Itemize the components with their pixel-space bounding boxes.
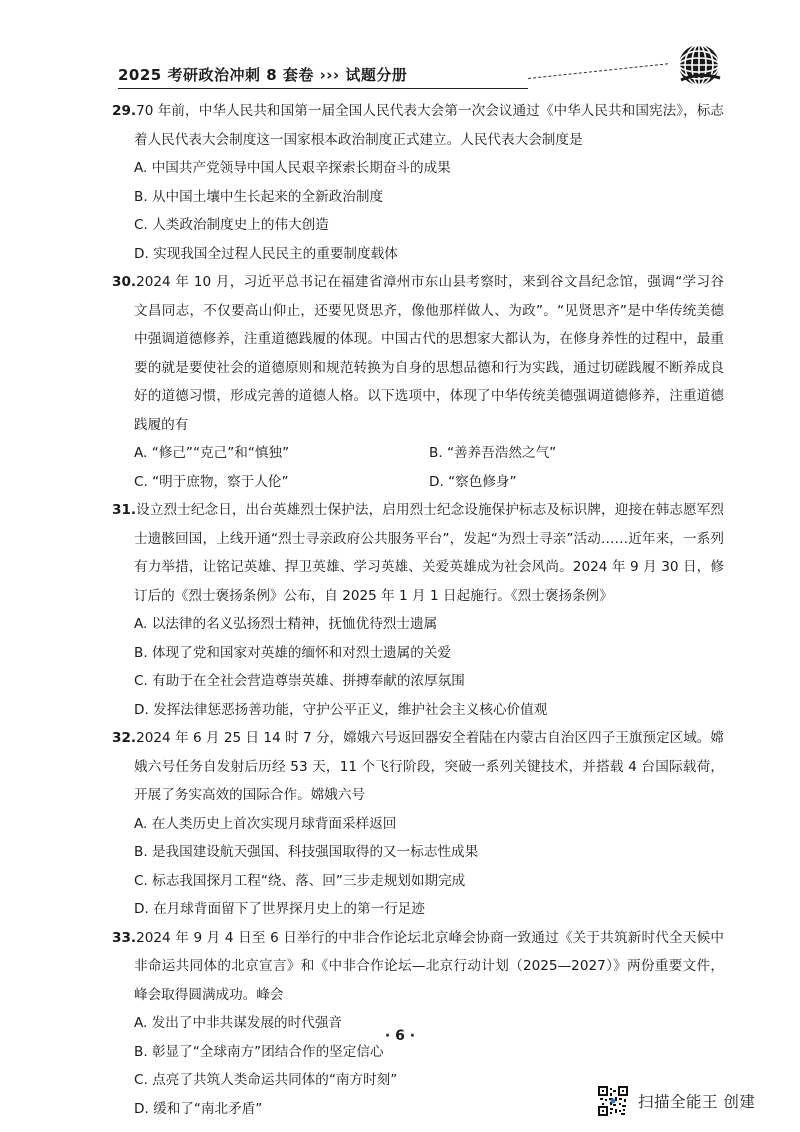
question-number: 32. (112, 730, 137, 746)
question-text: 2024 年 10 月，习近平总书记在福建省漳州市东山县考察时，来到谷文昌纪念馆，强调“学习谷文昌同志，不仅要高山仰止，还要见贤思齐，像他那样做人、为政”。“见贤思齐”是中华传统美德中强调道德修养，注重道德践履的体现。中国古代的思想家大都认为，在修身养性的过程中，最重要的就是要使社会的道德原则和规范转换为自身的思想品德和行为实践，通过切磋践履不断养成良好的道德习惯，形成完善的道德人格。以下选项中，体现了中华传统美德强调道德修养，注重道德践履的有 (134, 274, 724, 433)
question-text: 设立烈士纪念日，出台英雄烈士保护法，启用烈士纪念设施保护标志及标识牌，迎接在韩志愿军烈士遗骸回国，上线开通“烈士寻亲政府公共服务平台”，发起“为烈士寻亲”活动……近年来，一系列有力举措，让铭记英雄、捍卫英雄、学习英雄、关爱英雄成为社会风尚。2024 年 9 月 30 日，修订后的《烈士褒扬条例》公布，自 2025 年 1 月 1 日起施行。《烈士褒扬条例》 (134, 502, 724, 604)
question-number: 29. (112, 103, 137, 119)
option-a: A. “修己”“克己”和“慎独” (134, 445, 290, 461)
question-number: 31. (112, 502, 137, 518)
option-d: D. 发挥法律惩恶扬善功能，守护公平正义，维护社会主义核心价值观 (134, 701, 548, 718)
option-d: D. 实现我国全过程人民民主的重要制度载体 (134, 245, 398, 262)
option-a: A. 发出了中非共谋发展的时代强音 (134, 1015, 343, 1031)
question-number: 33. (112, 929, 137, 946)
option-d: D. 缓和了“南北矛盾” (134, 1100, 263, 1117)
option-c: C. 人类政治制度史上的伟大创造 (134, 217, 329, 233)
page-number: · 6 · (384, 1028, 416, 1044)
option-row (112, 468, 724, 497)
option-c: C. 点亮了共筑人类命运共同体的“南方时刻” (134, 1072, 398, 1088)
question-stem (112, 924, 724, 1010)
option-a: A. 以法律的名义弘扬烈士精神，抚恤优待烈士遗属 (134, 616, 438, 632)
option-c: C. 标志我国探月工程“绕、落、回”三步走规划如期完成 (134, 872, 466, 889)
globe-icon (676, 42, 722, 88)
option-b: B. 彰显了“全球南方”团结合作的坚定信心 (134, 1043, 384, 1060)
scanner-watermark-text: 扫描全能王 创建 (638, 1093, 756, 1111)
option-a: A. 在人类历史上首次实现月球背面采样返回 (134, 815, 397, 832)
option-b: B. 从中国土壤中生长起来的全新政治制度 (134, 188, 384, 205)
option-c: C. 有助于在全社会营造尊崇英雄、拼搏奉献的浓厚氛围 (134, 673, 465, 689)
header-title: 2025 考研政治冲刺 8 套卷 ››› 试题分册 (118, 66, 408, 84)
question-text: 70 年前，中华人民共和国第一届全国人民代表大会第一次会议通过《中华人民共和国宪法》，标志着人民代表大会制度这一国家根本政治制度正式建立。人民代表大会制度是 (134, 103, 724, 148)
question-stem (112, 268, 724, 439)
option-row (112, 439, 724, 468)
option-b: B. “善养吾浩然之气” (429, 445, 557, 461)
question-31 (112, 496, 724, 724)
question-stem (112, 97, 724, 154)
question-number: 30. (112, 274, 137, 290)
question-30 (112, 268, 724, 496)
question-29 (112, 97, 724, 268)
option-a: A. 中国共产党领导中国人民艰辛探索长期奋斗的成果 (134, 160, 451, 176)
question-list (112, 97, 724, 1123)
question-stem (112, 724, 724, 810)
qr-code-icon (598, 1086, 628, 1116)
page-header (118, 58, 718, 90)
option-d: D. 在月球背面留下了世界探月史上的第一行足迹 (134, 901, 425, 917)
question-32 (112, 724, 724, 924)
option-b: B. 是我国建设航天强国、科技强国取得的又一标志性成果 (134, 844, 479, 860)
header-rule (118, 88, 528, 89)
option-c: C. “明于庶物，察于人伦” (134, 473, 289, 490)
question-text: 2024 年 6 月 25 日 14 时 7 分，嫦娥六号返回器安全着陆在内蒙古自治区四子王旗预定区域。嫦娥六号任务自发射后历经 53 天，11 个飞行阶段，突破一系列关键技术，并搭载 4 台国际载荷，开展了务实高效的国际合作。嫦娥六号 (134, 730, 724, 803)
option-d: D. “察色修身” (429, 473, 517, 490)
question-text: 2024 年 9 月 4 日至 6 日举行的中非合作论坛北京峰会协商一致通过《关于共筑新时代全天候中非命运共同体的北京宣言》和《中非合作论坛—北京行动计划（2025—2027）》两份重要文件，峰会取得圆满成功。峰会 (134, 929, 724, 1003)
question-stem (112, 496, 724, 610)
option-b: B. 体现了党和国家对英雄的缅怀和对烈士遗属的关爱 (134, 644, 452, 661)
scanner-watermark (598, 1086, 794, 1116)
header-dashed-rule (528, 63, 668, 89)
